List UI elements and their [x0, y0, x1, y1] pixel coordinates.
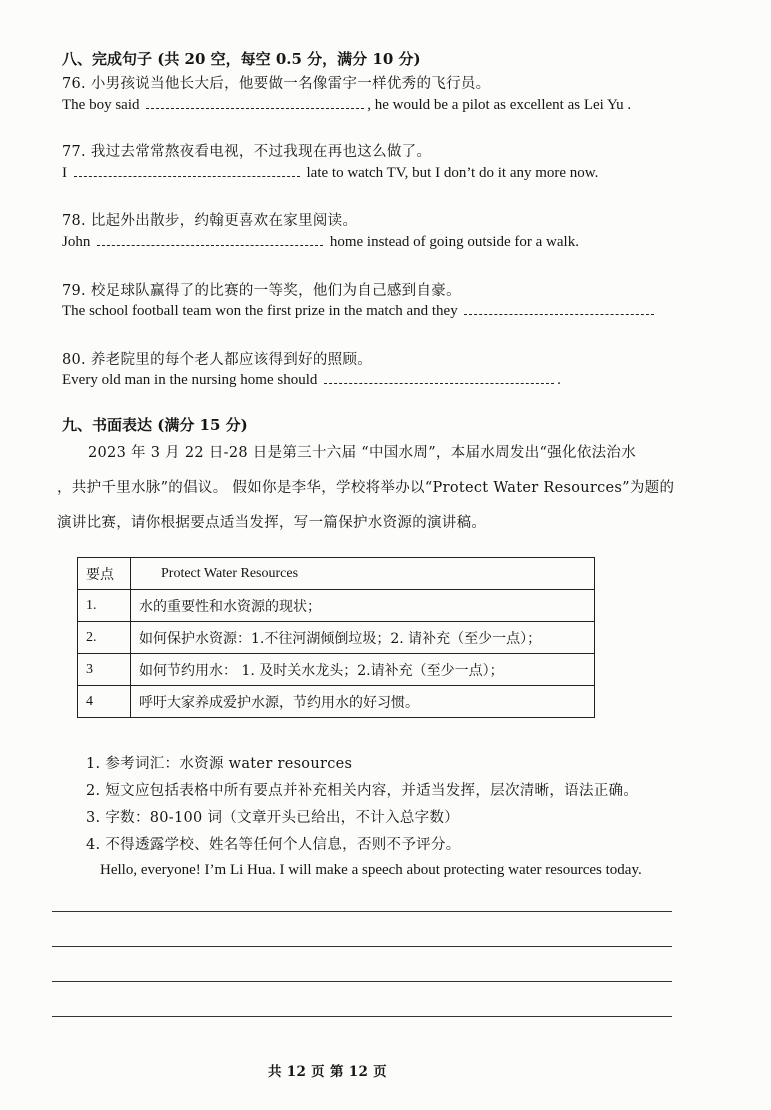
row-text: 如何节约用水： 1. 及时关水龙头；2.请补充（至少一点）；: [131, 654, 595, 686]
table-header-key: 要点: [78, 558, 131, 590]
row-number: 3: [78, 654, 131, 686]
requirements-table: [77, 557, 595, 718]
writing-line[interactable]: [52, 946, 672, 947]
q79-english: [62, 302, 657, 320]
table-row: [78, 622, 595, 654]
row-text: 水的重要性和水资源的现状；: [131, 590, 595, 622]
q78-prefix: John: [62, 234, 91, 250]
q80-chinese: 80. 养老院里的每个老人都应该得到好的照顾。: [62, 352, 373, 368]
q76-english: [62, 96, 631, 114]
note-3: 3. 字数：80-100 词（文章开头已给出，不计入总字数）: [86, 810, 460, 826]
table-header-row: [78, 558, 595, 590]
q80-prefix: Every old man in the nursing home should: [62, 372, 318, 388]
q79-answer-blank[interactable]: [464, 302, 654, 315]
q76-suffix: , he would be a pilot as excellent as Lei Yu .: [367, 97, 632, 113]
writing-intro-line1: 2023 年 3 月 22 日-28 日是第三十六届 “中国水周”，本届水周发出“强化依法治水: [88, 445, 637, 461]
writing-intro-line3: 演讲比赛，请你根据要点适当发挥，写一篇保护水资源的演讲稿。: [57, 515, 487, 531]
row-text: 呼吁大家养成爱护水源，节约用水的好习惯。: [131, 686, 595, 718]
table-row: [78, 686, 595, 718]
table-header-title: Protect Water Resources: [131, 558, 595, 590]
q78-suffix: home instead of going outside for a walk.: [329, 234, 579, 250]
q80-answer-blank[interactable]: [324, 371, 554, 384]
q77-chinese: 77. 我过去常常熬夜看电视，不过我现在再也这么做了。: [62, 144, 432, 160]
q78-answer-blank[interactable]: [97, 233, 323, 246]
row-number: 2.: [78, 622, 131, 654]
q77-english: [62, 164, 598, 182]
section9-heading: 九、书面表达 (满分 15 分): [62, 416, 248, 434]
note-1: 1. 参考词汇：水资源 water resources: [86, 756, 353, 772]
note-2: 2. 短文应包括表格中所有要点并补充相关内容，并适当发挥，层次清晰，语法正确。: [86, 783, 639, 799]
row-text: 如何保护水资源：1.不往河湖倾倒垃圾；2. 请补充（至少一点）；: [131, 622, 595, 654]
q76-answer-blank[interactable]: [146, 96, 364, 109]
q77-prefix: I: [62, 165, 67, 181]
writing-line[interactable]: [52, 911, 672, 912]
writing-line[interactable]: [52, 981, 672, 982]
table-row: [78, 654, 595, 686]
q77-answer-blank[interactable]: [74, 164, 300, 177]
note-4: 4. 不得透露学校、姓名等任何个人信息，否则不予评分。: [86, 837, 461, 853]
essay-opening: Hello, everyone! I’m Li Hua. I will make a speech about protecting water resources today.: [100, 862, 642, 878]
q78-english: [62, 233, 579, 251]
row-number: 1.: [78, 590, 131, 622]
writing-intro-line2: ，共护千里水脉”的倡议。 假如你是李华，学校将举办以“Protect Water Resources”为题的: [57, 480, 675, 496]
q78-chinese: 78. 比起外出散步，约翰更喜欢在家里阅读。: [62, 213, 358, 229]
q76-prefix: The boy said: [62, 97, 140, 113]
page-footer: 共 12 页 第 12 页: [268, 1064, 387, 1080]
q76-chinese: 76. 小男孩说当他长大后，他要做一名像雷宇一样优秀的飞行员。: [62, 76, 491, 92]
q80-suffix: .: [557, 372, 561, 388]
section8-heading: 八、完成句子 (共 20 空，每空 0.5 分，满分 10 分): [62, 50, 421, 68]
q80-english: [62, 371, 561, 389]
row-number: 4: [78, 686, 131, 718]
q79-chinese: 79. 校足球队赢得了的比赛的一等奖，他们为自己感到自豪。: [62, 283, 461, 299]
q77-suffix: late to watch TV, but I don’t do it any more now.: [306, 165, 599, 181]
writing-line[interactable]: [52, 1016, 672, 1017]
table-row: [78, 590, 595, 622]
q79-prefix: The school football team won the first prize in the match and they: [62, 303, 458, 319]
